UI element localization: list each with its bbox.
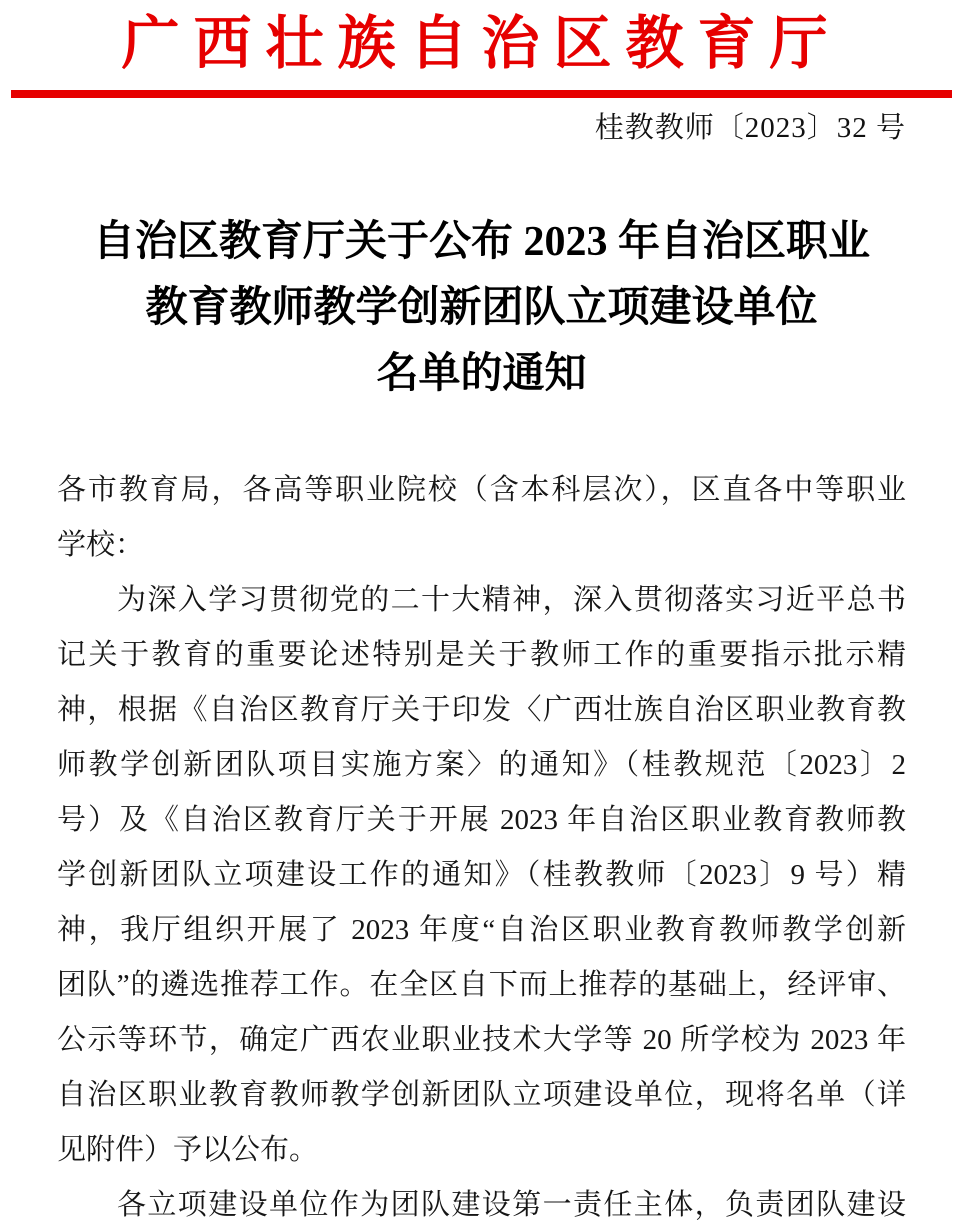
body-line: 号）及《自治区教育厅关于开展 2023 年自治区职业教育教师教 bbox=[57, 804, 906, 836]
body-line: 学创新团队立项建设工作的通知》（桂教教师〔2023〕9 号）精 bbox=[57, 859, 906, 891]
document-number: 桂教教师〔2023〕32 号 bbox=[594, 112, 906, 144]
document-body bbox=[57, 463, 906, 1225]
agency-letterhead-title: 广西壮族自治区教育厅 bbox=[121, 11, 842, 76]
notice-title-line: 名单的通知 bbox=[376, 351, 587, 397]
body-line: 见附件）予以公布。 bbox=[57, 1134, 319, 1166]
body-line: 记关于教育的重要论述特别是关于教师工作的重要指示批示精 bbox=[57, 639, 906, 671]
body-line: 公示等环节，确定广西农业职业技术大学等 20 所学校为 2023 年 bbox=[57, 1024, 906, 1056]
body-line: 为深入学习贯彻党的二十大精神，深入贯彻落实习近平总书 bbox=[117, 584, 906, 616]
body-line: 神，根据《自治区教育厅关于印发〈广西壮族自治区职业教育教 bbox=[57, 694, 906, 726]
body-line: 师教学创新团队项目实施方案〉的通知》（桂教规范〔2023〕2 bbox=[57, 749, 906, 781]
body-line-salutation: 各市教育局，各高等职业院校（含本科层次），区直各中等职业 bbox=[57, 474, 906, 506]
notice-title bbox=[0, 209, 963, 407]
body-line: 各立项建设单位作为团队建设第一责任主体，负责团队建设 bbox=[117, 1189, 906, 1221]
body-line: 团队”的遴选推荐工作。在全区自下而上推荐的基础上，经评审、 bbox=[57, 969, 906, 1001]
body-line: 神，我厅组织开展了 2023 年度“自治区职业教育教师教学创新 bbox=[57, 914, 906, 946]
notice-title-line: 自治区教育厅关于公布 2023 年自治区职业 bbox=[92, 219, 870, 265]
notice-title-line: 教育教师教学创新团队立项建设单位 bbox=[145, 285, 818, 331]
red-divider-rule bbox=[11, 90, 952, 98]
body-line-salutation: 学校： bbox=[57, 529, 145, 561]
body-line: 自治区职业教育教师教学创新团队立项建设单位，现将名单（详 bbox=[57, 1079, 906, 1111]
